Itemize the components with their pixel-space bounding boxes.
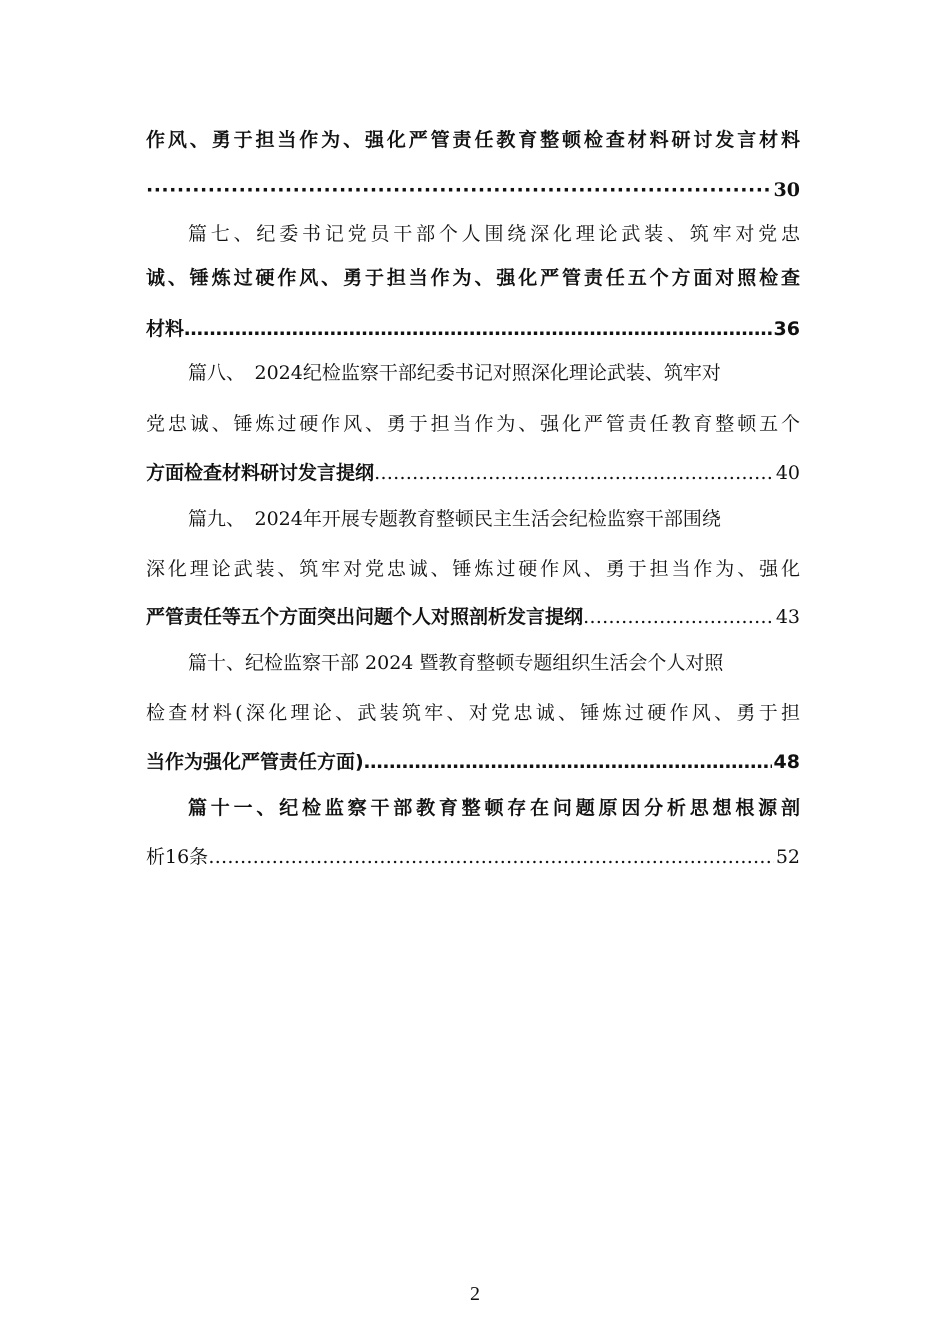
toc-entry-text: 严管责任等五个方面突出问题个人对照剖析发言提纲 — [146, 606, 584, 628]
page-number: 2 — [470, 1283, 480, 1305]
toc-entry-leader[interactable] — [146, 605, 800, 629]
toc-page-number: 48 — [773, 751, 800, 773]
toc-entry-leader[interactable] — [146, 750, 800, 774]
toc-entry-text: 方面检查材料研讨发言提纲 — [146, 462, 375, 484]
toc-entry-leader[interactable] — [146, 317, 800, 341]
toc-line: 篇十、纪检监察干部 2024 暨教育整顿专题组织生活会个人对照 — [188, 652, 724, 674]
toc-page-number: 40 — [775, 462, 800, 484]
toc-entry-text: 析16条 — [146, 846, 209, 868]
toc-line: 党忠诚、锤炼过硬作风、勇于担当作为、强化严管责任教育整顿五个 — [146, 413, 800, 435]
toc-page-number: 43 — [775, 606, 800, 628]
toc-line: 深化理论武装、筑牢对党忠诚、锤炼过硬作风、勇于担当作为、强化 — [146, 558, 800, 580]
toc-entry-text: 当作为强化严管责任方面) — [146, 751, 364, 773]
toc-line: 篇九、 2024年开展专题教育整顿民主生活会纪检监察干部围绕 — [188, 508, 721, 530]
toc-dot-leader — [583, 605, 774, 629]
toc-page-number: 52 — [775, 846, 800, 868]
toc-dot-leader — [208, 845, 774, 869]
toc-line: 诚、锤炼过硬作风、勇于担当作为、强化严管责任五个方面对照检查 — [146, 267, 800, 289]
toc-line: 篇十一、纪检监察干部教育整顿存在问题原因分析思想根源剖 — [188, 797, 800, 819]
toc-entry-leader[interactable] — [146, 178, 800, 202]
toc-page-number: 36 — [773, 318, 800, 340]
toc-entry-leader[interactable] — [146, 845, 800, 869]
toc-entry-leader[interactable] — [146, 461, 800, 485]
toc-line: 作风、勇于担当作为、强化严管责任教育整顿检查材料研讨发言材料 — [146, 129, 800, 151]
toc-dot-leader — [146, 178, 772, 202]
toc-line: 篇八、 2024纪检监察干部纪委书记对照深化理论武装、筑牢对 — [188, 362, 721, 384]
toc-line: 篇七、纪委书记党员干部个人围绕深化理论武装、筑牢对党忠 — [188, 223, 800, 245]
toc-entry-text: 材料 — [146, 318, 185, 340]
toc-page-number: 30 — [773, 179, 800, 201]
toc-dot-leader — [374, 461, 774, 485]
toc-line: 检查材料(深化理论、武装筑牢、对党忠诚、锤炼过硬作风、勇于担 — [146, 702, 800, 724]
toc-dot-leader — [364, 750, 772, 774]
toc-dot-leader — [184, 317, 772, 341]
